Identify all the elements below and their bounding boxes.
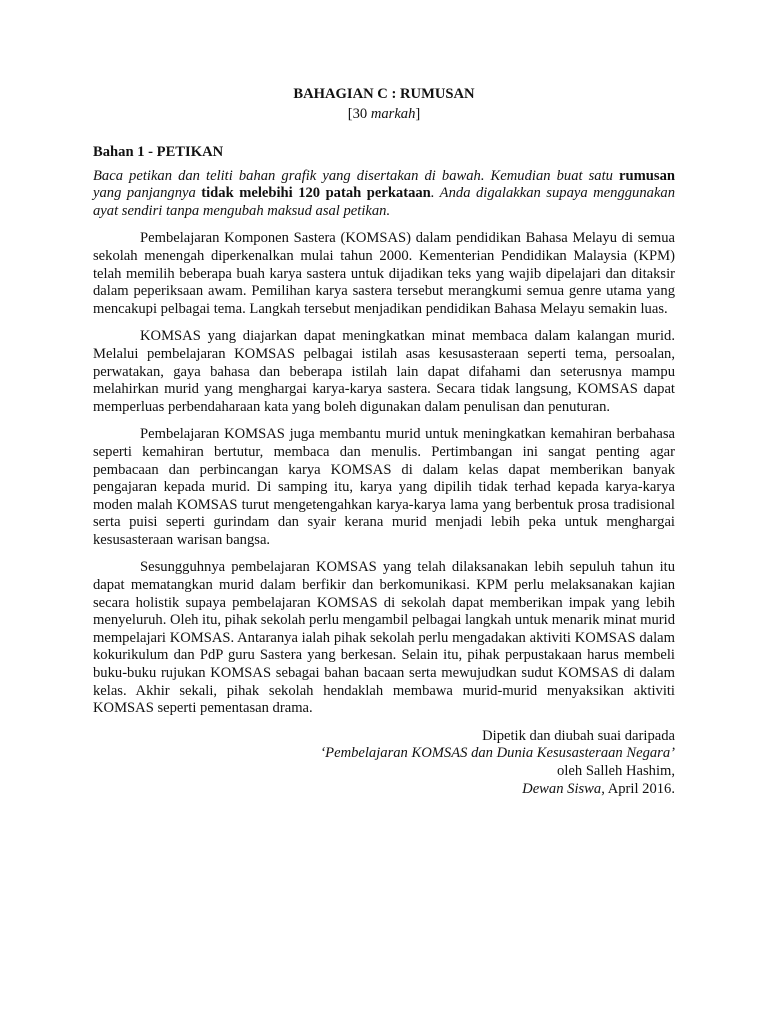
marks-word: markah	[370, 106, 416, 122]
source-line-1: Dipetik dan diubah suai daripada	[482, 727, 675, 744]
instruction-bold-rumusan: rumusan	[619, 167, 675, 184]
marks-label	[93, 106, 675, 126]
source-line-4	[93, 781, 675, 799]
instruction-bold-word-limit: tidak melebihi 120 patah perkataan	[201, 185, 431, 202]
source-line-3-author: oleh Salleh Hashim,	[557, 763, 675, 779]
bahan-title: Bahan 1 - PETIKAN	[93, 144, 224, 160]
source-publication: Dewan Siswa	[522, 780, 602, 797]
instruction-part-1: Baca petikan dan teliti bahan grafik yang disertakan di bawah. Kemudian buat satu	[93, 167, 620, 184]
passage-paragraph-2: KOMSAS yang diajarkan dapat meningkatkan minat membaca dalam kalangan murid. Melalui pembelajaran KOMSAS pelbagai istilah asas kesusasteraan seperti tema, persoalan, perwatakan, gaya bahasa dan beberapa istilah lain dapat difahami dan seterusnya mampu melahirkan murid yang menghargai karya-karya sastera. Secara tidak langsung, KOMSAS dapat memperluas perbendaharaan kata yang boleh digunakan dalam penulisan dan penuturan.	[93, 328, 675, 415]
marks-open: [30	[347, 106, 371, 122]
passage-paragraph-1: Pembelajaran Komponen Sastera (KOMSAS) dalam pendidikan Bahasa Melayu di semua sekolah menengah diperkenalkan mulai tahun 2000. Kementerian Pendidikan Malaysia (KPM) telah memilih beberapa buah karya sastera untuk dijadikan teks yang wajib dipelajari dan ditaksir dalam peperiksaan awam. Pemilihan karya sastera tersebut merangkumi semua genre utama yang mencakupi pelbagai tema. Langkah tersebut menjadikan pendidikan Bahasa Melayu semakin luas.	[93, 230, 675, 317]
marks-close: ]	[415, 106, 421, 122]
instruction-text	[93, 168, 675, 221]
source-citation	[93, 728, 675, 798]
document-page	[93, 86, 675, 798]
passage-paragraph-4: Sesungguhnya pembelajaran KOMSAS yang telah dilaksanakan lebih sepuluh tahun itu dapat mematangkan murid dalam berfikir dan berkomunikasi. KPM perlu melaksanakan kajian secara holistik supaya pembelajaran KOMSAS di sekolah dapat memberikan impak yang lebih menyeluruh. Oleh itu, pihak sekolah perlu mengambil pelbagai langkah untuk menarik minat murid mempelajari KOMSAS. Antaranya ialah pihak sekolah perlu mengadakan aktiviti KOMSAS dalam kokurikulum dan PdP guru Sastera yang berkesan. Selain itu, pihak perpustakaan harus membeli buku-buku rujukan KOMSAS sebagai bahan bacaan serta mewujudkan sudut KOMSAS di dalam kelas. Akhir sekali, pihak sekolah hendaklah membawa murid-murid menyaksikan aktiviti KOMSAS seperti pementasan drama.	[93, 559, 675, 717]
passage-paragraph-3: Pembelajaran KOMSAS juga membantu murid untuk meningkatkan kemahiran berbahasa seperti kemahiran bertutur, membaca dan menulis. Pertimbangan ini sangat penting agar pembacaan dan perbincangan karya KOMSAS di dalam kelas dapat memberikan banyak pengajaran kepada murid. Di samping itu, karya yang dipilih tidak terhad kepada karya-karya moden malah KOMSAS turut mengetengahkan karya-karya lama yang berbentuk prosa tradisional serta puisi seperti gurindam dan syair kerana murid menjadi lebih peka untuk menghargai kesusasteraan warisan bangsa.	[93, 426, 675, 548]
section-title: BAHAGIAN C : RUMUSAN	[293, 86, 475, 102]
source-line-2-title: ‘Pembelajaran KOMSAS dan Dunia Kesusasteraan Negara’	[320, 745, 675, 762]
instruction-part-2: yang panjangnya	[93, 185, 202, 202]
source-date: , April 2016.	[601, 780, 675, 797]
instruction-part-3: . Anda digalakkan supaya menggunakan ayat sendiri tanpa mengubah maksud asal petikan.	[93, 185, 676, 219]
